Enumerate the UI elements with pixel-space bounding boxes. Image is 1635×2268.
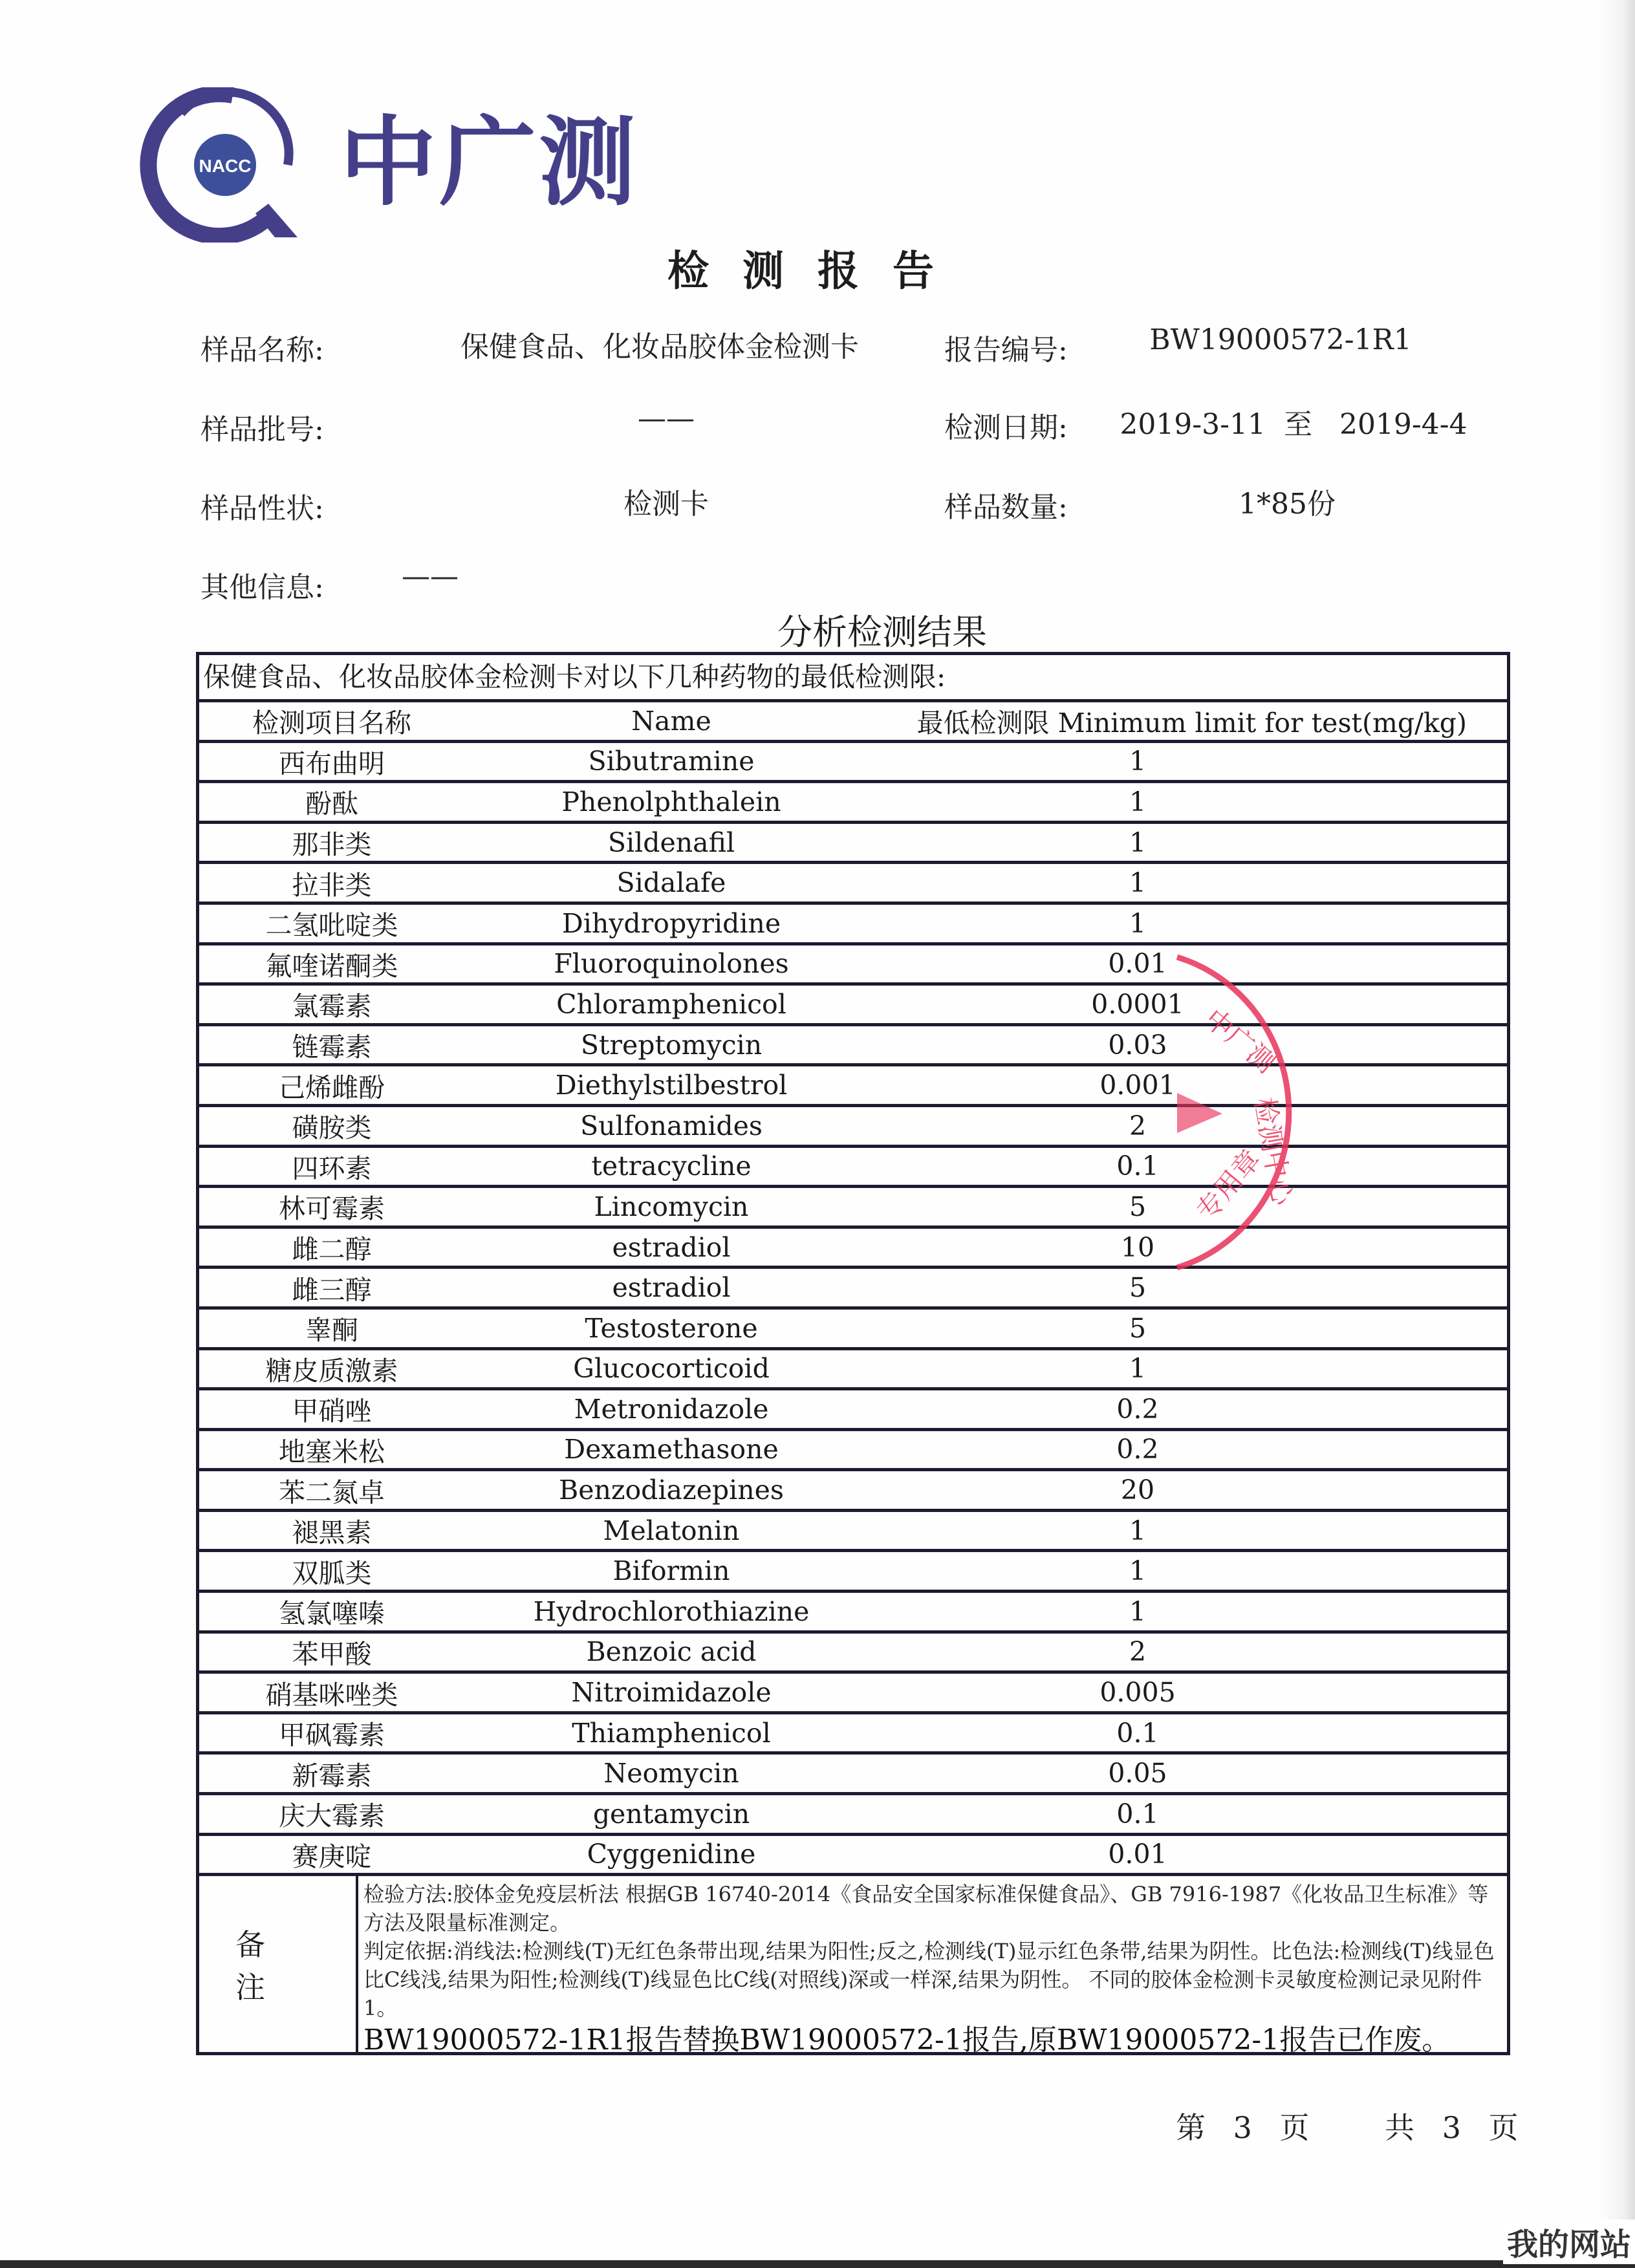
cell-cn-name: 苯二氮卓: [279, 1476, 385, 1508]
cell-limit: 1: [1129, 1353, 1147, 1385]
cell-en-name: Diethylstilbestrol: [555, 1070, 788, 1101]
other-info-value: ——: [402, 560, 459, 593]
cell-en-name: Lincomycin: [594, 1191, 749, 1222]
cell-cn-name: 拉非类: [292, 869, 372, 901]
table-row: [199, 743, 1507, 784]
cell-limit: 0.2: [1116, 1393, 1159, 1425]
cell-en-name: Sulfonamides: [580, 1110, 763, 1141]
cell-en-name: Chloramphenicol: [556, 988, 786, 1020]
batch-value: ——: [638, 402, 695, 435]
remarks-row: [199, 1876, 1507, 2057]
cell-limit: 0.1: [1116, 1798, 1159, 1830]
cell-limit: 20: [1120, 1474, 1155, 1506]
sample-name-value: 保健食品、化妆品胶体金检测卡: [460, 330, 859, 363]
table-row: [199, 945, 1507, 986]
cell-en-name: Dihydropyridine: [561, 907, 781, 939]
cell-cn-name: 磺胺类: [292, 1112, 372, 1144]
cell-cn-name: 糖皮质激素: [265, 1355, 398, 1387]
cell-cn-name: 西布曲明: [279, 748, 385, 779]
cell-en-name: Dexamethasone: [564, 1434, 779, 1465]
cell-cn-name: 硝基咪唑类: [265, 1679, 398, 1711]
table-row: [199, 1836, 1507, 1877]
table-row: [199, 824, 1507, 865]
cell-cn-name: 赛庚啶: [292, 1841, 372, 1872]
batch-label: 样品批号:: [200, 413, 324, 446]
scan-bottom-edge: [0, 2260, 1635, 2268]
cell-cn-name: 氯霉素: [292, 991, 372, 1022]
svg-text:检测中心: 检测中心: [1248, 1095, 1299, 1208]
cell-cn-name: 睾酮: [305, 1315, 358, 1346]
cell-en-name: estradiol: [612, 1272, 731, 1304]
cell-cn-name: 林可霉素: [279, 1193, 385, 1225]
cell-cn-name: 甲硝唑: [292, 1396, 372, 1427]
table-row: [199, 1107, 1507, 1148]
cell-limit: 5: [1129, 1312, 1147, 1344]
cell-limit: 0.1: [1116, 1717, 1159, 1749]
cell-cn-name: 链霉素: [292, 1031, 372, 1063]
cell-cn-name: 甲砜霉素: [279, 1720, 385, 1751]
svg-text:专用章: 专用章: [1190, 1143, 1267, 1227]
other-info-label: 其他信息:: [200, 571, 324, 604]
cell-limit: 0.05: [1108, 1758, 1167, 1789]
cell-en-name: Nitroimidazole: [571, 1677, 772, 1709]
header-en-name: Name: [631, 705, 711, 737]
table-row: [199, 1714, 1507, 1755]
results-title: 分析检测结果: [777, 612, 987, 653]
cell-cn-name: 己烯雌酚: [279, 1072, 385, 1103]
table-row: [199, 1593, 1507, 1634]
form-label: 样品性状:: [200, 492, 324, 525]
cell-cn-name: 四环素: [292, 1152, 372, 1184]
cell-cn-name: 酚酞: [305, 788, 358, 820]
cell-cn-name: 新霉素: [292, 1760, 372, 1791]
cell-limit: 10: [1120, 1231, 1155, 1263]
svg-text:中广测: 中广测: [1198, 1002, 1282, 1079]
cell-cn-name: 雌二醇: [292, 1234, 372, 1266]
report-no-value: BW19000572-1R1: [1149, 323, 1412, 356]
table-row: [199, 1674, 1507, 1714]
table-row: [199, 1552, 1507, 1593]
cell-en-name: Fluoroquinolones: [554, 948, 789, 980]
table-row: [199, 986, 1507, 1026]
cell-en-name: Sibutramine: [588, 746, 755, 777]
report-no-label: 报告编号:: [944, 334, 1068, 367]
cell-limit: 2: [1129, 1636, 1147, 1668]
cell-cn-name: 庆大霉素: [279, 1800, 385, 1832]
table-row: [199, 1350, 1507, 1391]
cell-cn-name: 那非类: [292, 829, 372, 861]
cell-en-name: Cyggenidine: [587, 1839, 756, 1870]
table-body: [199, 743, 1507, 1877]
cell-cn-name: 雌三醇: [292, 1274, 372, 1306]
table-row: [199, 1512, 1507, 1553]
cell-limit: 1: [1129, 786, 1147, 817]
table-row: [199, 1471, 1507, 1512]
remarks-criteria: 判定依据:消线法:检测线(T)无红色条带出现,结果为阳性;反之,检测线(T)显示红色条带,结果为阴性。比色法:检测线(T)线显色比C线浅,结果为阳性;检测线(T)线显色比C线(对照线)深或一样深,结果为阴性。 不同的胶体金检测卡灵敏度检测记录见附件1。: [363, 1939, 1495, 2021]
table-row: [199, 1310, 1507, 1350]
table-row: [199, 783, 1507, 824]
cell-limit: 0.01: [1108, 1839, 1167, 1870]
quantity-label: 样品数量:: [944, 491, 1068, 524]
cell-en-name: Metronidazole: [574, 1393, 769, 1425]
remarks-replacement: BW19000572-1R1报告替换BW19000572-1报告,原BW19000572-1报告已作废。: [363, 2024, 1451, 2057]
cell-en-name: Benzoic acid: [586, 1636, 757, 1668]
sample-name-label: 样品名称:: [200, 334, 324, 367]
cell-limit: 1: [1129, 867, 1147, 899]
table-row: [199, 1066, 1507, 1107]
cell-limit: 0.03: [1108, 1029, 1167, 1061]
cell-limit: 2: [1129, 1110, 1147, 1141]
table-row: [199, 1431, 1507, 1472]
table-row: [199, 1634, 1507, 1674]
brand-name: 中广测: [340, 107, 639, 219]
cell-en-name: Testosterone: [585, 1312, 758, 1344]
cell-en-name: Sidalafe: [616, 867, 726, 899]
table-row: [199, 1026, 1507, 1067]
table-row: [199, 1269, 1507, 1310]
cell-en-name: Phenolphthalein: [561, 786, 781, 817]
cell-limit: 1: [1129, 1595, 1147, 1627]
cell-limit: 0.1: [1116, 1150, 1159, 1182]
table-row: [199, 1148, 1507, 1189]
table-row: [199, 905, 1507, 945]
page-number: [1176, 2104, 1537, 2147]
header-cn-name: 检测项目名称: [252, 707, 411, 739]
cell-en-name: Benzodiazepines: [559, 1474, 784, 1506]
cell-en-name: Thiamphenicol: [572, 1717, 771, 1749]
cell-limit: 0.01: [1108, 948, 1167, 980]
table-intro: 保健食品、化妆品胶体金检测卡对以下几种药物的最低检测限:: [199, 655, 1507, 702]
magnifier-logo-icon: [136, 87, 304, 243]
cell-en-name: Hydrochlorothiazine: [533, 1595, 810, 1627]
cell-cn-name: 二氢吡啶类: [265, 910, 398, 942]
cell-limit: 0.001: [1099, 1070, 1176, 1101]
cell-limit: 1: [1129, 746, 1147, 777]
cell-cn-name: 氟喹诺酮类: [265, 950, 398, 982]
table-header-row: [199, 702, 1507, 743]
cell-cn-name: 氢氯噻嗪: [279, 1598, 385, 1630]
cell-limit: 1: [1129, 826, 1147, 858]
cell-limit: 5: [1129, 1272, 1147, 1304]
test-date-label: 检测日期:: [944, 411, 1068, 444]
cell-en-name: estradiol: [612, 1231, 731, 1263]
cell-limit: 0.2: [1116, 1434, 1159, 1465]
table-row: [199, 864, 1507, 905]
cell-limit: 1: [1129, 1515, 1147, 1546]
current-page: 第 3 页: [1176, 2110, 1319, 2145]
cell-en-name: gentamycin: [592, 1798, 750, 1830]
remarks-method: 检验方法:胶体金免疫层析法 根据GB 16740-2014《食品安全国家标准保健食品》、GB 7916-1987《化妆品卫生标准》等方法及限量标准测定。: [363, 1882, 1489, 1936]
total-pages: 共 3 页: [1385, 2110, 1528, 2145]
cell-cn-name: 双胍类: [292, 1557, 372, 1589]
cell-limit: 1: [1129, 907, 1147, 939]
results-table: [196, 652, 1510, 2055]
cell-limit: 1: [1129, 1555, 1147, 1587]
quantity-value: 1*85份: [1239, 488, 1336, 521]
cell-limit: 5: [1129, 1191, 1147, 1222]
cell-en-name: tetracycline: [591, 1150, 752, 1182]
table-row: [199, 1229, 1507, 1269]
cell-cn-name: 褪黑素: [292, 1517, 372, 1549]
header-limit: 最低检测限 Minimum limit for test(mg/kg): [916, 707, 1467, 739]
table-row: [199, 1188, 1507, 1229]
test-date-value: 2019-3-11 至 2019-4-4: [1120, 408, 1467, 441]
svg-text:NACC: NACC: [199, 156, 252, 176]
cell-limit: 0.0001: [1091, 988, 1184, 1020]
company-logo: [136, 87, 666, 243]
table-row: [199, 1795, 1507, 1836]
cell-en-name: Neomycin: [603, 1758, 739, 1789]
cell-cn-name: 地塞米松: [279, 1436, 385, 1467]
table-row: [199, 1755, 1507, 1795]
remarks-content: [358, 1876, 1507, 2057]
cell-en-name: Biformin: [612, 1555, 730, 1587]
page-edge-shadow: [1596, 0, 1635, 2268]
cell-limit: 0.005: [1099, 1677, 1176, 1709]
remarks-label: 备注: [199, 1876, 358, 2052]
cell-en-name: Streptomycin: [580, 1029, 763, 1061]
table-row: [199, 1390, 1507, 1431]
cell-en-name: Sildenafil: [607, 826, 735, 858]
cell-en-name: Melatonin: [603, 1515, 740, 1546]
cell-en-name: Glucocorticoid: [573, 1353, 770, 1385]
corner-watermark: 我的网站: [1503, 2219, 1635, 2264]
form-value: 检测卡: [623, 488, 709, 521]
cell-cn-name: 苯甲酸: [292, 1638, 372, 1670]
report-title: 检测报告: [667, 247, 968, 296]
